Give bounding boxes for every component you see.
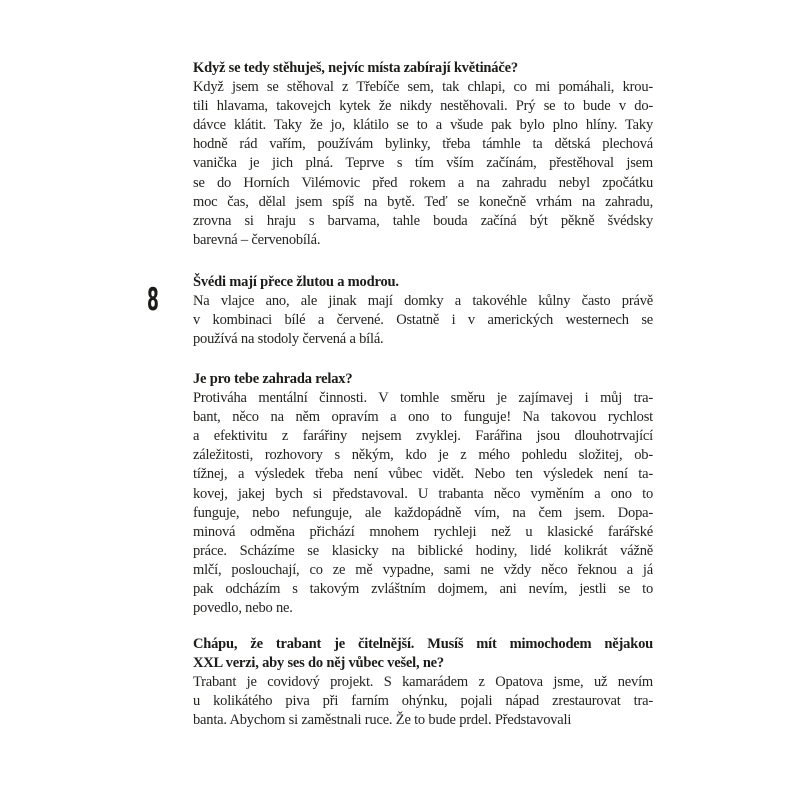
answer-line: vanička je jich plná. Teprve s tím vším začínám, přestěhoval jsem <box>193 155 653 172</box>
qa-section <box>193 59 653 250</box>
question-line: Chápu, že trabant je čitelnější. Musíš mít mimochodem nějakou <box>193 636 653 652</box>
answer-line: barevná – červenobílá. <box>193 231 321 248</box>
answer-line: bant, něco na něm opravím a ono to funguje! Na takovou rychlost <box>193 409 653 426</box>
answer-line: a efektivitu z farářiny nejsem zvyklej. Farářina jsou dlouhotrvající <box>193 428 653 445</box>
answer-line: Když jsem se stěhoval z Třebíče sem, tak chlapi, co mi pomáhali, krou- <box>193 79 653 96</box>
answer-line: tížnej, a výsledek třeba není vůbec vidět. Nebo ten výsledek není ta- <box>193 466 653 483</box>
answer-line: Na vlajce ano, ale jinak mají domky a takovéhle kůlny často právě <box>193 293 653 310</box>
answer-line: minová odměna přichází mnohem rychleji než u klasické farářské <box>193 523 653 540</box>
answer-line: hodně rád vařím, používám bylinky, třeba támhle ta dětská plechová <box>193 136 653 153</box>
answer-line: funguje, nebo nefunguje, ale každopádně vím, na čem jsem. Dopa- <box>193 504 653 521</box>
answer-line: banta. Abychom si zaměstnali ruce. Že to bude prdel. Představovali <box>193 712 572 729</box>
answer-line: mlčí, poslouchají, co ze mě vypadne, sami ne vždy něco řeknou a já <box>193 561 653 578</box>
answer-line: používá na stodoly červená a bílá. <box>193 331 384 348</box>
qa-section <box>193 370 653 618</box>
answer-line: u kolikátého piva při farním ohýnku, pojali nápad zrestaurovat tra- <box>193 693 653 710</box>
answer-line: povedlo, nebo ne. <box>193 600 293 617</box>
answer-line: práce. Scházíme se klasicky na biblické hodiny, lidé kolikrát vážně <box>193 542 653 559</box>
answer-line: záležitosti, rozhovory s někým, kdo je z mého pohledu složitej, ob- <box>193 447 653 464</box>
answer-line: pak odcházím s takovým zvláštním dojmem, ani nevím, jestli se to <box>193 581 653 598</box>
question-line: Když se tedy stěhuješ, nejvíc místa zabírají květináče? <box>193 60 518 76</box>
question-line: XXL verzi, aby ses do něj vůbec vešel, ne? <box>193 655 444 672</box>
answer-line: moc čas, dělal jsem spíš na bytě. Teď se konečně vrhám na zahradu, <box>193 193 653 210</box>
question-line: Je pro tebe zahrada relax? <box>193 371 353 387</box>
qa-section <box>193 635 653 730</box>
answer-line: tili hlavama, takovejch kytek že nikdy nestěhovali. Prý se to bude v do- <box>193 98 653 115</box>
answer-line: dávce klátit. Taky že jo, klátilo se to a všude pak bylo plno hlíny. Taky <box>193 117 653 134</box>
page-number: 8 <box>147 282 159 318</box>
qa-section <box>193 273 653 349</box>
interview-column <box>193 0 653 800</box>
answer-line: Trabant je covidový projekt. S kamarádem z Opatova jsme, už nevím <box>193 674 653 691</box>
answer-line: v kombinaci bílé a červené. Ostatně i v amerických westernech se <box>193 312 653 329</box>
answer-line: zrovna si hraju s barvama, tahle bouda začíná být pěkně švédsky <box>193 212 653 229</box>
answer-line: se do Horních Vilémovic před rokem a na zahradu nebyl zpočátku <box>193 174 653 191</box>
answer-line: Protiváha mentální činnosti. V tomhle směru je zajímavej i můj tra- <box>193 390 653 407</box>
answer-line: kovej, jakej bych si představoval. U trabanta něco vyměním a ono to <box>193 485 653 502</box>
question-line: Švédi mají přece žlutou a modrou. <box>193 274 399 290</box>
